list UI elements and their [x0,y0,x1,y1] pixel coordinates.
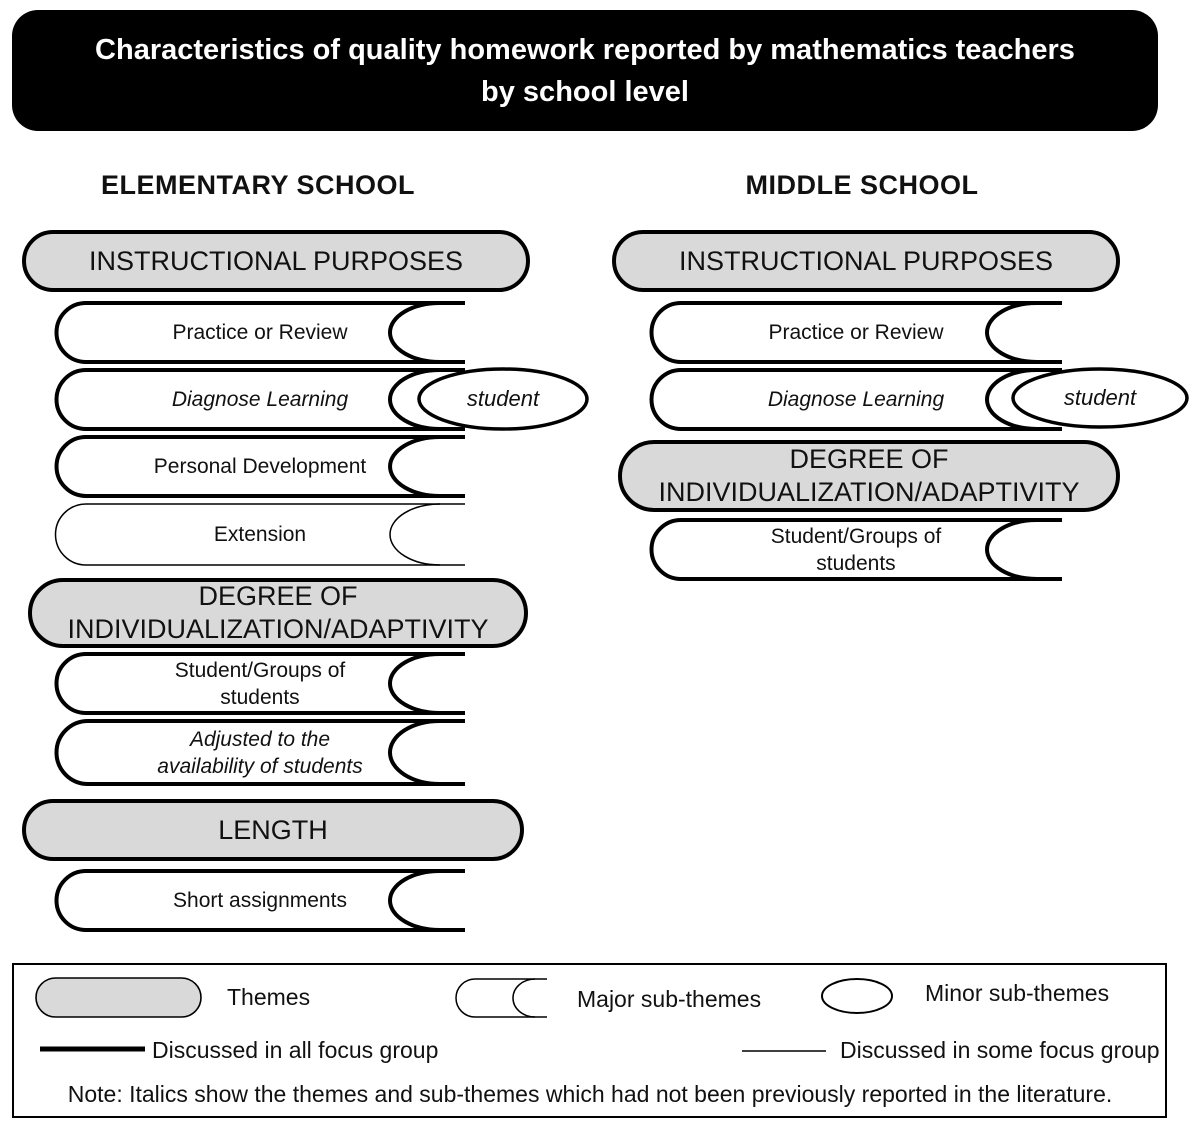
legend-theme-icon [36,978,201,1017]
subtheme-label-groups-middle-line1: Student/Groups of [770,524,942,548]
subtheme-label-groups-middle-line2: students [816,551,896,575]
subtheme-label-personal-elementary: Personal Development [153,455,367,478]
subtheme-label-groups-elementary-line2: students [220,685,300,709]
theme-label-instructional-purposes-middle: INSTRUCTIONAL PURPOSES [678,245,1054,276]
minor-subtheme-label-student-elementary: student [466,386,540,411]
theme-label-degree-elementary-line1: DEGREE OF [198,581,358,611]
subtheme-label-groups-elementary [55,652,465,715]
theme-label-degree-elementary-line2: INDIVIDUALIZATION/ADAPTIVITY [67,614,489,644]
title-line-2: by school level [481,75,689,108]
legend-themes-label: Themes [227,983,311,1010]
theme-label-instructional-purposes-elementary: INSTRUCTIONAL PURPOSES [88,245,464,276]
legend-note: Note: Italics show the themes and sub-themes which had not been previously reported in the literature. [67,1080,1113,1107]
subtheme-label-practice-middle: Practice or Review [768,321,944,344]
subtheme-label-groups-elementary-line1: Student/Groups of [174,658,346,682]
title-banner [12,10,1158,131]
theme-label-degree-middle-line1: DEGREE OF [789,444,949,474]
subtheme-label-adjusted-elementary-line2: availability of students [157,754,363,778]
theme-label-degree-middle [618,440,1120,512]
theme-label-length-elementary: LENGTH [218,814,328,845]
column-header-middle: MIDDLE SCHOOL [745,169,979,200]
legend-major-label: Major sub-themes [577,985,762,1012]
subtheme-label-adjusted-elementary-line1: Adjusted to the [189,727,331,751]
theme-label-degree-elementary [28,578,528,648]
column-header-elementary: ELEMENTARY SCHOOL [100,169,416,200]
legend-some-focus-label: Discussed in some focus group [840,1036,1160,1063]
title-line-1: Characteristics of quality homework reported by mathematics teachers [95,33,1075,66]
legend-minor-label: Minor sub-themes [925,979,1110,1006]
subtheme-label-diagnose-elementary: Diagnose Learning [171,388,349,411]
minor-subtheme-label-student-middle: student [1063,385,1137,410]
subtheme-label-practice-elementary: Practice or Review [172,321,348,344]
subtheme-label-extension-elementary: Extension [213,523,307,546]
subtheme-label-adjusted-elementary [55,719,465,786]
subtheme-label-diagnose-middle: Diagnose Learning [767,388,945,411]
theme-label-degree-middle-line2: INDIVIDUALIZATION/ADAPTIVITY [658,477,1080,507]
subtheme-label-groups-middle [650,518,1062,581]
legend-all-focus-label: Discussed in all focus group [152,1036,439,1063]
subtheme-label-short-elementary: Short assignments [173,889,347,912]
